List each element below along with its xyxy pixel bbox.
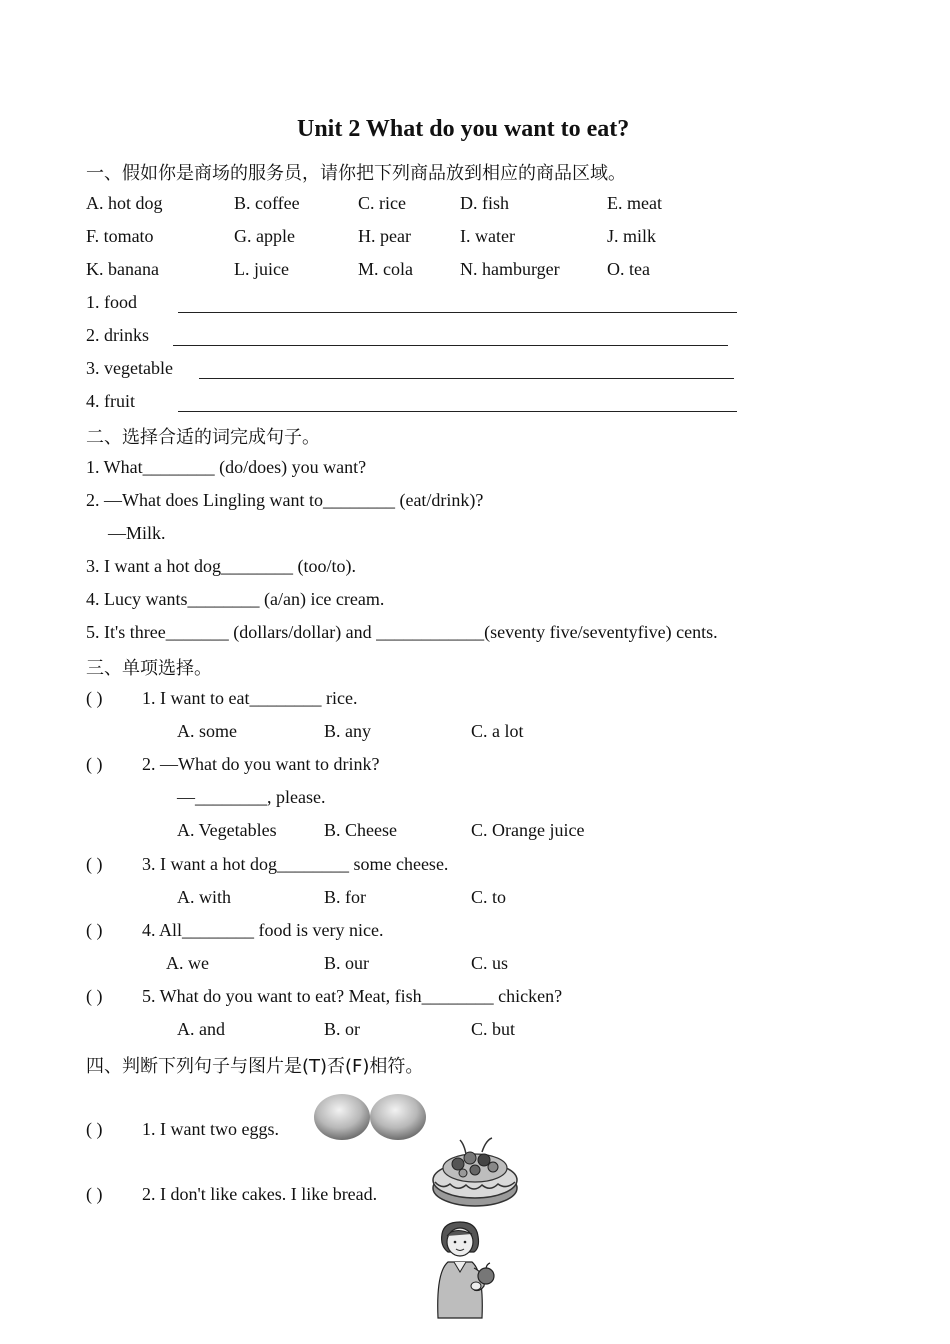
mc-option: A. Vegetables	[177, 820, 277, 840]
item-c: C. rice	[358, 193, 406, 213]
item-m: M. cola	[358, 259, 413, 279]
category-fruit: 4. fruit	[86, 391, 135, 411]
fill-sentence-3: 3. I want a hot dog________ (too/to).	[86, 556, 356, 576]
cake-picture	[430, 1130, 520, 1210]
fill-sentence-4: 4. Lucy wants________ (a/an) ice cream.	[86, 589, 385, 609]
page-title: Unit 2 What do you want to eat?	[297, 116, 630, 142]
item-g: G. apple	[234, 226, 295, 246]
egg-icon	[370, 1094, 426, 1140]
mc-option: C. a lot	[471, 721, 524, 741]
item-d: D. fish	[460, 193, 509, 213]
answer-paren[interactable]: ( )	[86, 1184, 103, 1204]
section-1-heading: 一、假如你是商场的服务员，请你把下列商品放到相应的商品区域。	[86, 163, 626, 184]
section-4-heading: 四、判断下列句子与图片是(T)否(F)相符。	[86, 1056, 424, 1077]
answer-paren[interactable]: ( )	[86, 1119, 103, 1139]
fill-sentence-2-reply: —Milk.	[108, 523, 166, 543]
item-f: F. tomato	[86, 226, 154, 246]
mc-option: B. or	[324, 1019, 360, 1039]
fill-sentence-2: 2. —What does Lingling want to________ (eat/drink)?	[86, 490, 484, 510]
answer-line-food[interactable]	[178, 312, 737, 313]
apple-icon	[478, 1268, 494, 1284]
girl-with-apple-picture	[424, 1220, 504, 1320]
category-drinks: 2. drinks	[86, 325, 149, 345]
mc-option: A. and	[177, 1019, 225, 1039]
mc-question-2: 2. —What do you want to drink?	[142, 754, 380, 774]
mc-question-4: 4. All________ food is very nice.	[142, 920, 384, 940]
answer-paren[interactable]: ( )	[86, 986, 103, 1006]
mc-option: A. we	[166, 953, 209, 973]
item-e: E. meat	[607, 193, 662, 213]
mc-option: C. to	[471, 887, 507, 907]
fill-sentence-5: 5. It's three_______ (dollars/dollar) and ____________(seventy five/seventyfive) cents.	[86, 622, 718, 642]
section-2-heading: 二、选择合适的词完成句子。	[86, 427, 320, 448]
item-a: A. hot dog	[86, 193, 163, 213]
mc-option: C. but	[471, 1019, 516, 1039]
mc-question-3: 3. I want a hot dog________ some cheese.	[142, 854, 449, 874]
item-b: B. coffee	[234, 193, 300, 213]
tf-item-2: 2. I don't like cakes. I like bread.	[142, 1184, 378, 1204]
category-food: 1. food	[86, 292, 137, 312]
item-j: J. milk	[607, 226, 657, 246]
section-3-heading: 三、单项选择。	[86, 658, 212, 679]
item-n: N. hamburger	[460, 259, 560, 279]
item-i: I. water	[460, 226, 515, 246]
egg-icon	[314, 1094, 370, 1140]
mc-option: B. Cheese	[324, 820, 397, 840]
mc-option: A. some	[177, 721, 237, 741]
eggs-picture	[312, 1092, 428, 1142]
mc-option: B. for	[324, 887, 366, 907]
item-l: L. juice	[234, 259, 289, 279]
answer-paren[interactable]: ( )	[86, 920, 103, 940]
tf-item-1: 1. I want two eggs.	[142, 1119, 279, 1139]
item-h: H. pear	[358, 226, 411, 246]
mc-option: A. with	[177, 887, 231, 907]
answer-paren[interactable]: ( )	[86, 754, 103, 774]
mc-option: C. Orange juice	[471, 820, 585, 840]
mc-option: B. our	[324, 953, 369, 973]
mc-option: C. us	[471, 953, 509, 973]
mc-question-1: 1. I want to eat________ rice.	[142, 688, 358, 708]
mc-question-2-reply: —________, please.	[177, 787, 326, 807]
answer-line-drinks[interactable]	[173, 345, 728, 346]
answer-line-fruit[interactable]	[178, 411, 737, 412]
answer-paren[interactable]: ( )	[86, 688, 103, 708]
mc-option: B. any	[324, 721, 371, 741]
answer-paren[interactable]: ( )	[86, 854, 103, 874]
item-k: K. banana	[86, 259, 159, 279]
fill-sentence-1: 1. What________ (do/does) you want?	[86, 457, 367, 477]
mc-question-5: 5. What do you want to eat? Meat, fish________ chicken?	[142, 986, 563, 1006]
category-vegetable: 3. vegetable	[86, 358, 173, 378]
item-o: O. tea	[607, 259, 650, 279]
answer-line-vegetable[interactable]	[199, 378, 734, 379]
